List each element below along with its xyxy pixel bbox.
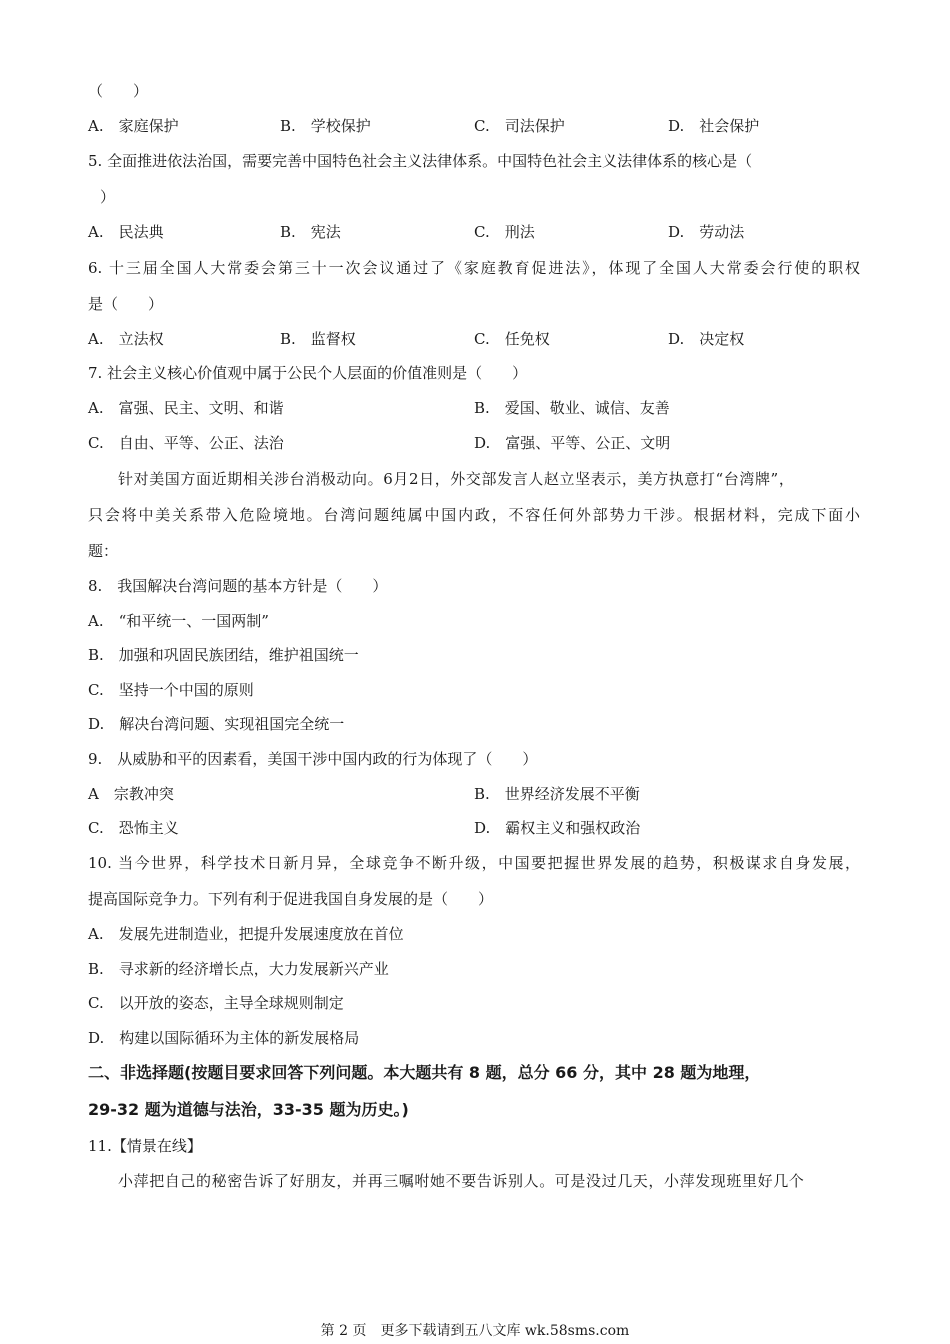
q9-stem: 9. 从威胁和平的因素看，美国干涉中国内政的行为体现了（ ） — [88, 750, 538, 768]
material-line-2: 只会将中美关系带入危险境地。台湾问题纯属中国内政，不容任何外部势力干涉。根据材料，完成下面小 — [88, 506, 860, 524]
q7-option-c: C. 自由、平等、公正、法治 — [88, 434, 284, 452]
q6-option-c: C. 任免权 — [474, 330, 550, 348]
material-line-3: 题： — [88, 542, 119, 560]
material-line-1: 针对美国方面近期相关涉台消极动向。6月2日，外交部发言人赵立坚表示，美方执意打“台湾牌”， — [118, 470, 795, 488]
q10-stem-cont: 提高国际竞争力。下列有利于促进我国自身发展的是（ ） — [88, 890, 494, 908]
q5-option-b: B. 宪法 — [280, 223, 341, 241]
q10-option-a: A. 发展先进制造业，把提升发展速度放在首位 — [88, 925, 404, 943]
q8-option-b: B. 加强和巩固民族团结，维护祖国统一 — [88, 646, 359, 664]
q6-stem: 6. 十三届全国人大常委会第三十一次会议通过了《家庭教育促进法》，体现了全国人大常委会行使的职权 — [88, 259, 860, 277]
q11-label: 11.【情景在线】 — [88, 1137, 202, 1155]
section-2-heading: 二、非选择题(按题目要求回答下列问题。本大题共有 8 题，总分 66 分，其中 28 题为地理， — [88, 1063, 761, 1082]
q5-stem-cont: ） — [100, 188, 116, 206]
q5-option-c: C. 刑法 — [474, 223, 535, 241]
q4-option-a: A. 家庭保护 — [88, 117, 179, 135]
q8-option-c: C. 坚持一个中国的原则 — [88, 681, 254, 699]
q8-option-a: A. “和平统一、一国两制” — [88, 612, 269, 630]
q10-option-b: B. 寻求新的经济增长点，大力发展新兴产业 — [88, 960, 389, 978]
q6-option-b: B. 监督权 — [280, 330, 356, 348]
q10-option-c: C. 以开放的姿态，主导全球规则制定 — [88, 994, 344, 1012]
q9-option-c: C. 恐怖主义 — [88, 819, 179, 837]
q7-option-b: B. 爱国、敬业、诚信、友善 — [474, 399, 670, 417]
q11-scenario-text: 小萍把自己的秘密告诉了好朋友，并再三嘱咐她不要告诉别人。可是没过几天，小萍发现班里好几个 — [118, 1172, 805, 1190]
q5-option-a: A. 民法典 — [88, 223, 164, 241]
q10-stem: 10. 当今世界，科学技术日新月异，全球竞争不断升级，中国要把握世界发展的趋势，积极谋求自身发展， — [88, 854, 860, 872]
q5-stem: 5. 全面推进依法治国，需要完善中国特色社会主义法律体系。中国特色社会主义法律体系的核心是（ — [88, 152, 753, 170]
q6-stem-cont: 是（ ） — [88, 295, 164, 313]
q4-answer-blank: （ ） — [88, 82, 149, 100]
q9-option-d: D. 霸权主义和强权政治 — [474, 819, 641, 837]
section-2-heading-cont: 29-32 题为道德与法治，33-35 题为历史。) — [88, 1100, 409, 1119]
q6-option-d: D. 决定权 — [668, 330, 745, 348]
q9-option-a: A 宗教冲突 — [88, 785, 174, 803]
q8-option-d: D. 解决台湾问题、实现祖国完全统一 — [88, 715, 345, 733]
q7-option-d: D. 富强、平等、公正、文明 — [474, 434, 671, 452]
q7-option-a: A. 富强、民主、文明、和谐 — [88, 399, 284, 417]
q7-stem: 7. 社会主义核心价值观中属于公民个人层面的价值准则是（ ） — [88, 364, 528, 382]
q10-option-d: D. 构建以国际循环为主体的新发展格局 — [88, 1029, 360, 1047]
q5-option-d: D. 劳动法 — [668, 223, 745, 241]
q4-option-b: B. 学校保护 — [280, 117, 371, 135]
page-footer: 第 2 页 更多下载请到五八文库 wk.58sms.com — [320, 1323, 630, 1339]
q4-option-c: C. 司法保护 — [474, 117, 565, 135]
q9-option-b: B. 世界经济发展不平衡 — [474, 785, 640, 803]
q4-option-d: D. 社会保护 — [668, 117, 760, 135]
q6-option-a: A. 立法权 — [88, 330, 164, 348]
q8-stem: 8. 我国解决台湾问题的基本方针是（ ） — [88, 577, 388, 595]
